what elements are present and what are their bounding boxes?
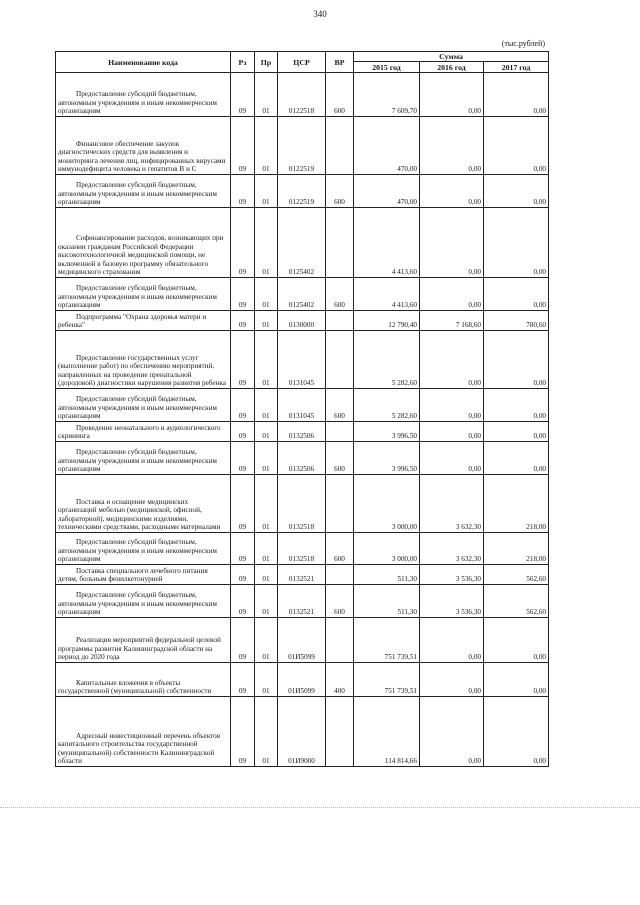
row-name: Предоставление субсидий бюджетным, автономным учреждениям и иным некоммерческим организациям bbox=[58, 90, 217, 116]
row-csr: 01И5099 bbox=[278, 663, 326, 697]
table-row bbox=[56, 565, 549, 585]
table-row bbox=[56, 278, 549, 311]
row-name: Предоставление субсидий бюджетным, автономным учреждениям и иным некоммерческим организациям bbox=[58, 284, 217, 310]
row-sum-2017: 0,00 bbox=[484, 663, 549, 697]
row-rz: 09 bbox=[231, 565, 255, 585]
row-sum-2017: 0,00 bbox=[484, 208, 549, 278]
row-vr bbox=[326, 422, 354, 442]
row-sum-2015: 5 282,60 bbox=[354, 331, 420, 389]
row-rz: 09 bbox=[231, 442, 255, 475]
row-sum-2017: 0,00 bbox=[484, 175, 549, 208]
row-sum-2015: 12 790,40 bbox=[354, 311, 420, 331]
row-vr bbox=[326, 331, 354, 389]
row-name: Поставка специального лечебного питания детям, больным фенилкетонурией bbox=[58, 566, 208, 584]
row-name: Подпрограмма "Охрана здоровья матери и ребенка" bbox=[58, 312, 207, 330]
row-sum-2016: 3 536,30 bbox=[420, 585, 484, 618]
row-name: Финансовое обеспечение закупок диагностических средств для выявления и мониторинга лечения лиц, инфицированных вирусами иммунодефицита человека и гепатитов В и С bbox=[58, 139, 226, 174]
row-sum-2017: 562,60 bbox=[484, 585, 549, 618]
row-sum-2015: 3 000,00 bbox=[354, 533, 420, 565]
row-csr: 0131045 bbox=[278, 331, 326, 389]
table-row bbox=[56, 422, 549, 442]
budget-table bbox=[55, 51, 549, 767]
row-sum-2016: 0,00 bbox=[420, 175, 484, 208]
row-sum-2017: 0,00 bbox=[484, 442, 549, 475]
table-row bbox=[56, 389, 549, 422]
row-csr: 0132506 bbox=[278, 422, 326, 442]
table-row bbox=[56, 533, 549, 565]
table-body bbox=[56, 73, 549, 767]
table-row bbox=[56, 442, 549, 475]
row-vr: 600 bbox=[326, 389, 354, 422]
row-sum-2016: 0,00 bbox=[420, 422, 484, 442]
row-pr: 01 bbox=[255, 585, 278, 618]
row-sum-2015: 114 814,66 bbox=[354, 697, 420, 767]
row-rz: 09 bbox=[231, 278, 255, 311]
table-row bbox=[56, 311, 549, 331]
row-csr: 01И5099 bbox=[278, 618, 326, 663]
row-csr: 0132521 bbox=[278, 565, 326, 585]
row-name: Предоставление субсидий бюджетным, автономным учреждениям и иным некоммерческим организациям bbox=[58, 538, 217, 564]
scan-artifact-line bbox=[0, 807, 640, 812]
row-csr: 0132506 bbox=[278, 442, 326, 475]
row-sum-2015: 470,00 bbox=[354, 175, 420, 208]
row-sum-2015: 4 413,60 bbox=[354, 208, 420, 278]
table-row bbox=[56, 73, 549, 117]
table-row bbox=[56, 663, 549, 697]
row-sum-2016: 3 632,30 bbox=[420, 533, 484, 565]
row-rz: 09 bbox=[231, 311, 255, 331]
row-sum-2015: 751 739,51 bbox=[354, 618, 420, 663]
row-name: Адресный инвестиционный перечень объектов капитального строительства государственной (муниципальной) собственности Калининградской области bbox=[58, 731, 221, 766]
row-pr: 01 bbox=[255, 565, 278, 585]
row-vr: 600 bbox=[326, 278, 354, 311]
row-sum-2017: 0,00 bbox=[484, 422, 549, 442]
row-pr: 01 bbox=[255, 311, 278, 331]
row-vr: 600 bbox=[326, 533, 354, 565]
row-sum-2015: 3 996,50 bbox=[354, 422, 420, 442]
header-name: Наименование кода bbox=[56, 52, 231, 73]
row-sum-2016: 0,00 bbox=[420, 697, 484, 767]
row-pr: 01 bbox=[255, 475, 278, 533]
row-pr: 01 bbox=[255, 175, 278, 208]
row-sum-2015: 511,30 bbox=[354, 565, 420, 585]
table-row bbox=[56, 331, 549, 389]
row-sum-2017: 0,00 bbox=[484, 278, 549, 311]
row-vr: 600 bbox=[326, 73, 354, 117]
row-sum-2015: 3 996,50 bbox=[354, 442, 420, 475]
row-rz: 09 bbox=[231, 422, 255, 442]
table-row bbox=[56, 585, 549, 618]
row-pr: 01 bbox=[255, 618, 278, 663]
row-vr bbox=[326, 475, 354, 533]
row-pr: 01 bbox=[255, 331, 278, 389]
row-vr bbox=[326, 311, 354, 331]
row-pr: 01 bbox=[255, 697, 278, 767]
row-csr: 0131045 bbox=[278, 389, 326, 422]
row-rz: 09 bbox=[231, 697, 255, 767]
row-sum-2016: 0,00 bbox=[420, 389, 484, 422]
row-rz: 09 bbox=[231, 389, 255, 422]
row-sum-2017: 0,00 bbox=[484, 697, 549, 767]
row-csr: 0122519 bbox=[278, 175, 326, 208]
table-row bbox=[56, 117, 549, 175]
row-sum-2016: 3 632,30 bbox=[420, 475, 484, 533]
row-csr: 0132518 bbox=[278, 533, 326, 565]
row-csr: 01И9000 bbox=[278, 697, 326, 767]
row-sum-2016: 7 168,60 bbox=[420, 311, 484, 331]
row-name: Предоставление субсидий бюджетным, автономным учреждениям и иным некоммерческим организациям bbox=[58, 591, 217, 617]
header-vr: ВР bbox=[326, 52, 354, 73]
row-sum-2016: 0,00 bbox=[420, 618, 484, 663]
header-rz: Рз bbox=[231, 52, 255, 73]
row-sum-2017: 562,60 bbox=[484, 565, 549, 585]
header-pr: Пр bbox=[255, 52, 278, 73]
row-pr: 01 bbox=[255, 663, 278, 697]
row-sum-2016: 0,00 bbox=[420, 663, 484, 697]
header-sum: Сумма bbox=[354, 52, 549, 62]
row-sum-2015: 3 000,00 bbox=[354, 475, 420, 533]
row-csr: 0125402 bbox=[278, 208, 326, 278]
row-sum-2015: 751 739,51 bbox=[354, 663, 420, 697]
row-vr: 600 bbox=[326, 442, 354, 475]
row-vr bbox=[326, 697, 354, 767]
row-sum-2017: 0,00 bbox=[484, 117, 549, 175]
row-sum-2015: 7 609,70 bbox=[354, 73, 420, 117]
header-2016: 2016 год bbox=[420, 62, 484, 73]
row-vr: 400 bbox=[326, 663, 354, 697]
row-pr: 01 bbox=[255, 208, 278, 278]
row-sum-2016: 0,00 bbox=[420, 73, 484, 117]
header-2017: 2017 год bbox=[484, 62, 549, 73]
row-sum-2016: 0,00 bbox=[420, 208, 484, 278]
row-sum-2017: 0,00 bbox=[484, 331, 549, 389]
row-rz: 09 bbox=[231, 618, 255, 663]
row-rz: 09 bbox=[231, 73, 255, 117]
row-pr: 01 bbox=[255, 278, 278, 311]
row-rz: 09 bbox=[231, 585, 255, 618]
row-rz: 09 bbox=[231, 475, 255, 533]
header-2015: 2015 год bbox=[354, 62, 420, 73]
row-pr: 01 bbox=[255, 533, 278, 565]
row-sum-2015: 470,00 bbox=[354, 117, 420, 175]
table-row bbox=[56, 175, 549, 208]
row-rz: 09 bbox=[231, 175, 255, 208]
row-vr bbox=[326, 618, 354, 663]
row-rz: 09 bbox=[231, 117, 255, 175]
row-name: Софинансирование расходов, возникающих при оказании гражданам Российской Федерации высокотехнологичной медицинской помощи, не включенной в базовую программу обязательного медицинского страхования bbox=[58, 234, 224, 277]
row-csr: 0125402 bbox=[278, 278, 326, 311]
row-sum-2016: 0,00 bbox=[420, 117, 484, 175]
page-number: 340 bbox=[313, 9, 327, 19]
row-rz: 09 bbox=[231, 208, 255, 278]
row-pr: 01 bbox=[255, 117, 278, 175]
row-name: Предоставление субсидий бюджетным, автономным учреждениям и иным некоммерческим организациям bbox=[58, 181, 217, 207]
row-sum-2017: 218,00 bbox=[484, 533, 549, 565]
row-sum-2016: 0,00 bbox=[420, 278, 484, 311]
row-sum-2017: 218,00 bbox=[484, 475, 549, 533]
row-sum-2015: 511,30 bbox=[354, 585, 420, 618]
row-vr: 600 bbox=[326, 585, 354, 618]
row-vr: 600 bbox=[326, 175, 354, 208]
row-sum-2017: 780,60 bbox=[484, 311, 549, 331]
row-name: Предоставление субсидий бюджетным, автономным учреждениям и иным некоммерческим организациям bbox=[58, 448, 217, 474]
row-csr: 0122518 bbox=[278, 73, 326, 117]
table-row bbox=[56, 475, 549, 533]
row-pr: 01 bbox=[255, 73, 278, 117]
row-pr: 01 bbox=[255, 422, 278, 442]
row-csr: 0122519 bbox=[278, 117, 326, 175]
row-sum-2016: 0,00 bbox=[420, 442, 484, 475]
row-sum-2017: 0,00 bbox=[484, 389, 549, 422]
row-csr: 0132518 bbox=[278, 475, 326, 533]
header-csr: ЦСР bbox=[278, 52, 326, 73]
row-sum-2015: 4 413,60 bbox=[354, 278, 420, 311]
row-sum-2016: 0,00 bbox=[420, 331, 484, 389]
table-row bbox=[56, 208, 549, 278]
row-name: Проведение неонатального и аудиологического скрининга bbox=[58, 423, 221, 441]
row-vr bbox=[326, 117, 354, 175]
row-vr bbox=[326, 208, 354, 278]
table-row bbox=[56, 618, 549, 663]
row-sum-2017: 0,00 bbox=[484, 73, 549, 117]
row-sum-2016: 3 536,30 bbox=[420, 565, 484, 585]
row-sum-2017: 0,00 bbox=[484, 618, 549, 663]
row-sum-2015: 5 282,60 bbox=[354, 389, 420, 422]
row-name: Предоставление государственных услуг (выполнение работ) по обеспечению мероприятий, направленных на проведение пренатальной (дородовой) диагностики нарушения развития ребенка bbox=[58, 353, 226, 388]
row-rz: 09 bbox=[231, 663, 255, 697]
row-vr bbox=[326, 565, 354, 585]
table-row bbox=[56, 697, 549, 767]
row-rz: 09 bbox=[231, 533, 255, 565]
row-name: Предоставление субсидий бюджетным, автономным учреждениям и иным некоммерческим организациям bbox=[58, 395, 217, 421]
row-rz: 09 bbox=[231, 331, 255, 389]
row-pr: 01 bbox=[255, 442, 278, 475]
row-csr: 0132521 bbox=[278, 585, 326, 618]
row-name: Поставка и оснащение медицинских организаций мебелью (медицинской, офисной, лабораторной), медицинскими изделиями, техническими средствами, расходными материалами bbox=[58, 497, 221, 532]
row-name: Капитальные вложения в объекты государственной (муниципальной) собственности bbox=[58, 678, 212, 696]
row-name: Реализация мероприятий федеральной целевой программы развития Калининградской области на период до 2020 года bbox=[58, 636, 221, 662]
unit-note: (тыс.рублей) bbox=[501, 39, 545, 48]
row-pr: 01 bbox=[255, 389, 278, 422]
row-csr: 0130000 bbox=[278, 311, 326, 331]
